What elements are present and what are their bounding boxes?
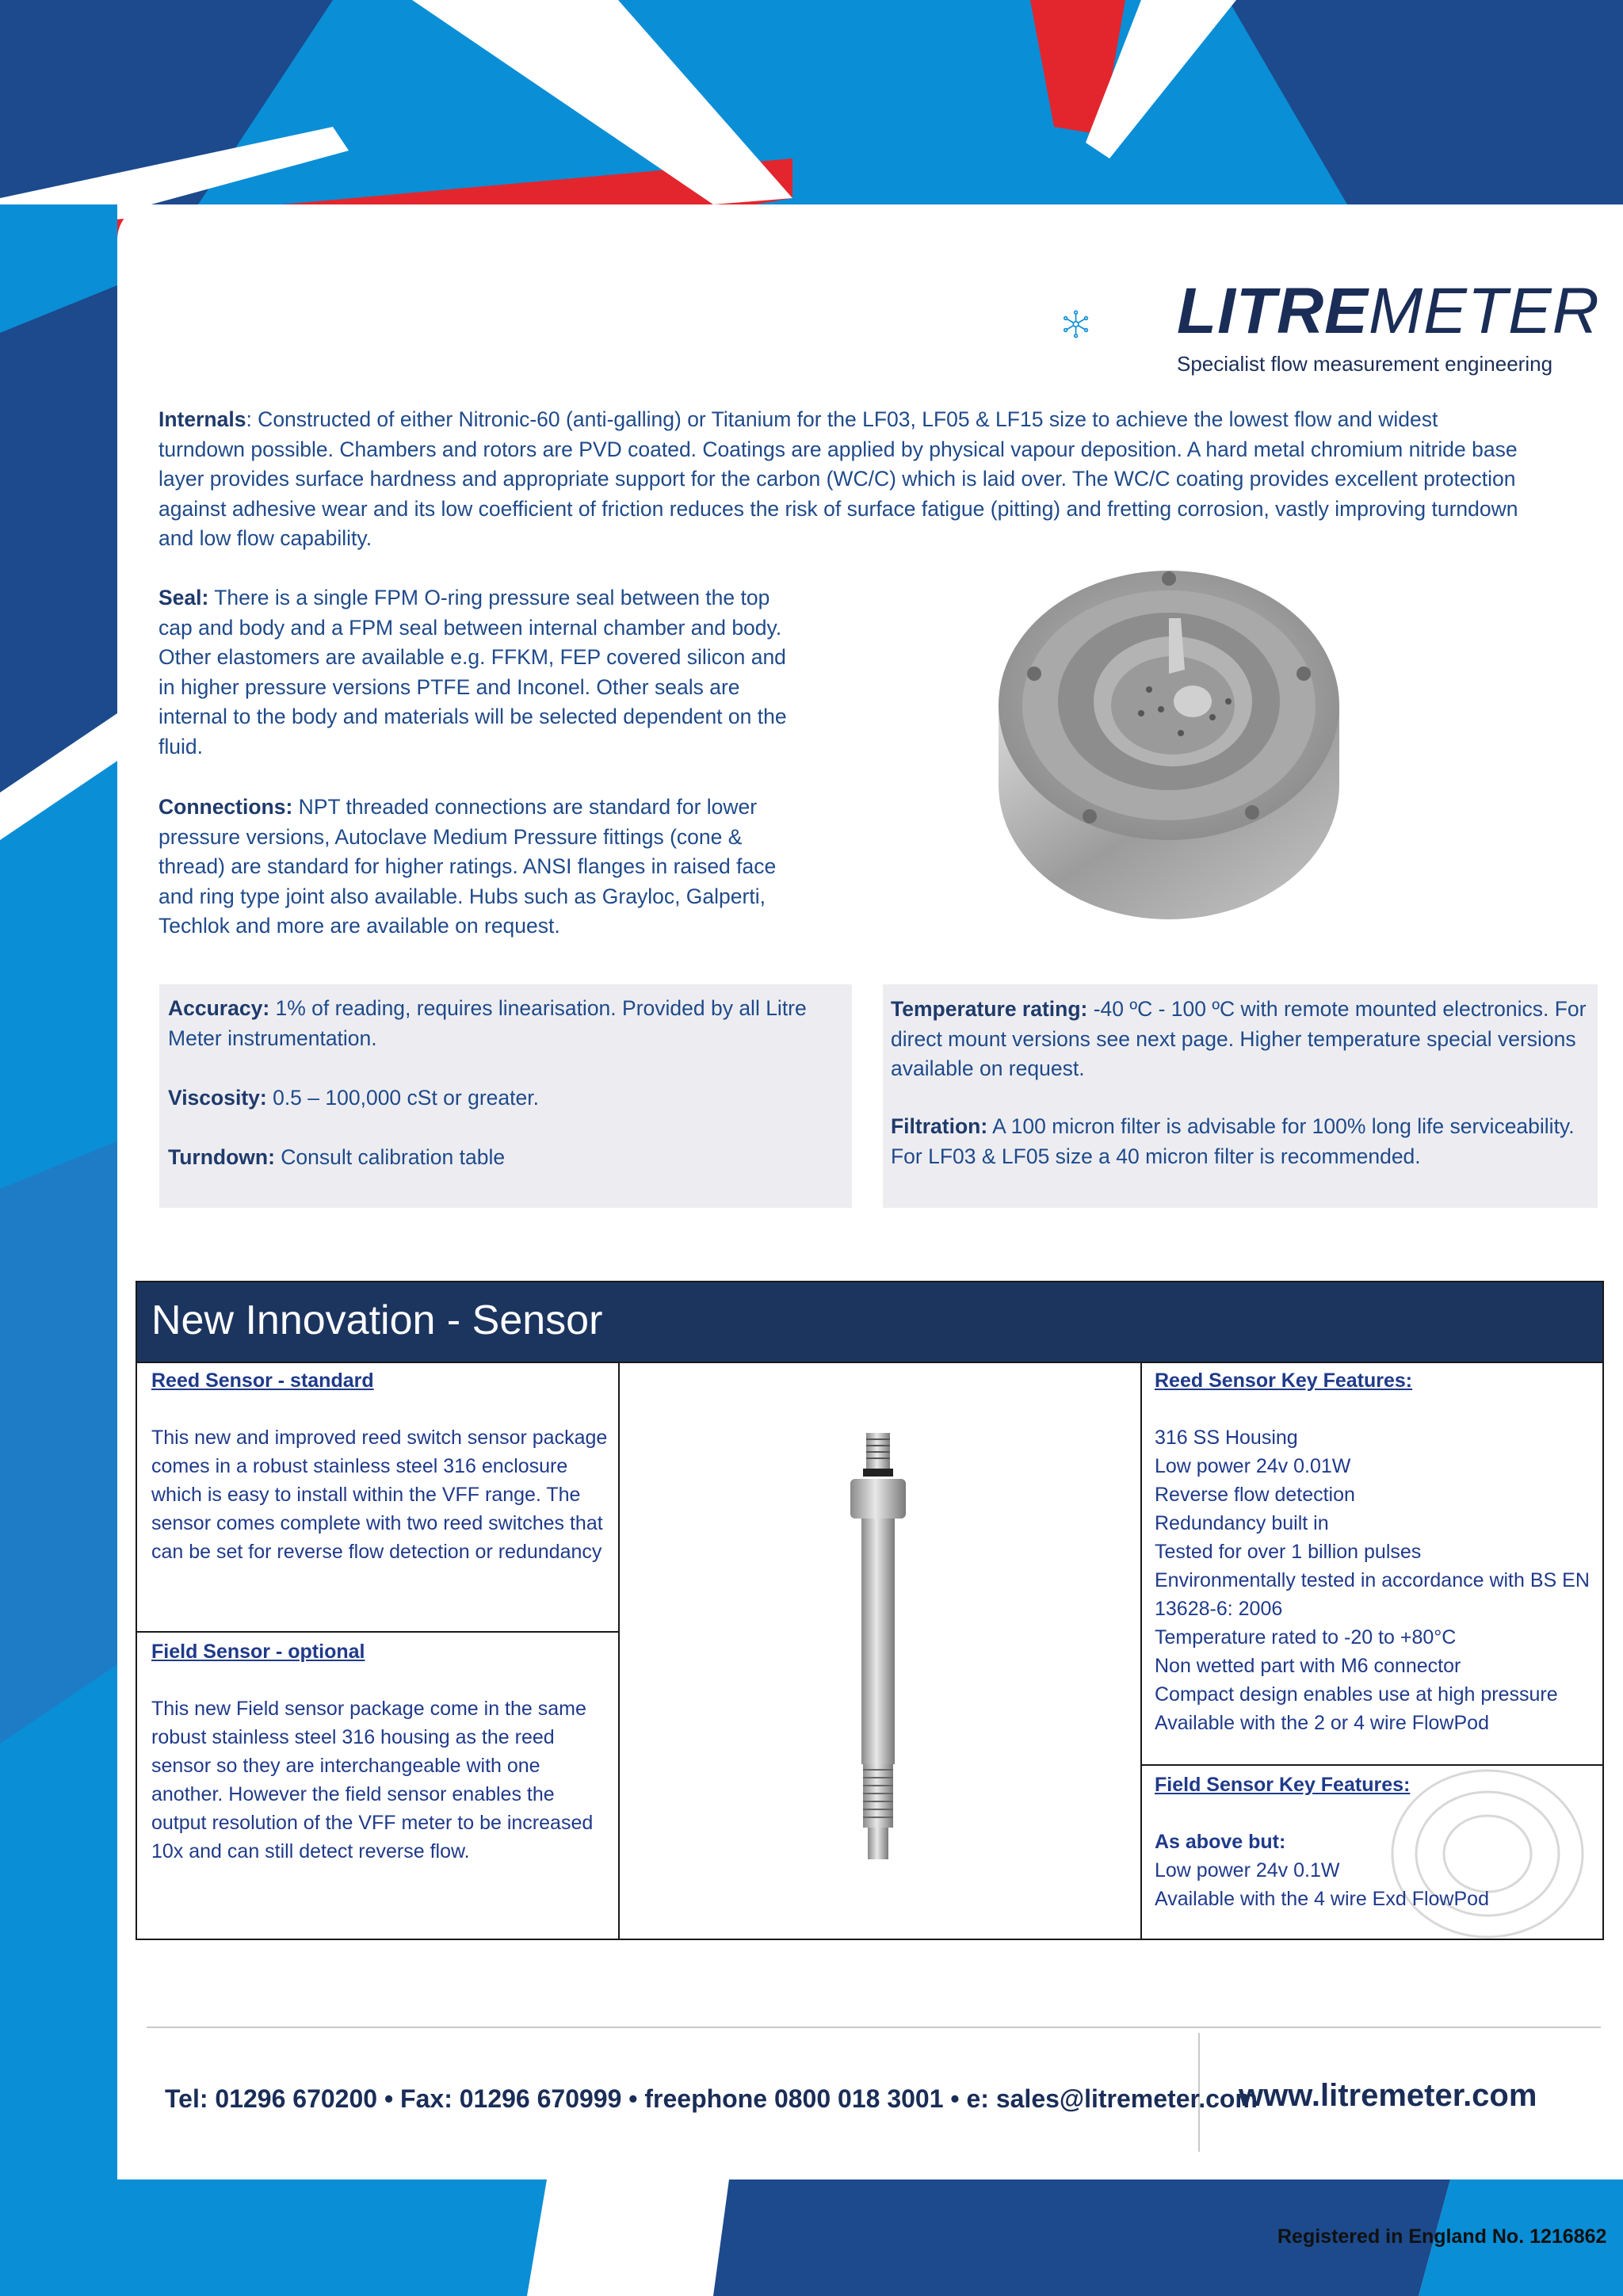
list-item: Low power 24v 0.1W [1155,1859,1340,1881]
list-item: Non wetted part with M6 connector [1155,1655,1461,1677]
divider [137,1631,618,1633]
brand-tagline: Specialist flow measurement engineering [1177,352,1553,376]
list-item: Available with the 2 or 4 wire FlowPod [1155,1712,1489,1734]
reed-sensor-heading: Reed Sensor - standard [151,1370,374,1392]
field-sensor-cell [151,1637,611,1931]
field-features-cell [1155,1771,1598,1937]
reed-features-heading: Reed Sensor Key Features: [1155,1370,1413,1392]
molecule-snowflake-icon [1062,265,1181,384]
divider [618,1362,620,1940]
temperature-label: Temperature rating: [891,997,1088,1021]
field-sensor-text: This new Field sensor package come in the same robust stainless steel 316 housing as the reed sensor so they are interchangeable with one another. However the field sensor enables the output resolution of the VFF meter to be increased 10x and can still detect reverse flow. [151,1698,594,1862]
list-item: Low power 24v 0.01W [1155,1455,1351,1477]
filtration-label: Filtration: [891,1114,988,1138]
sensor-table [136,1281,1604,1940]
reed-sensor-cell [151,1366,611,1628]
temperature-text: -40 ºC - 100 ºC with remote mounted electronics. For direct mount versions see next page. Higher temperature special versions available on request. [891,997,1587,1080]
seal-paragraph [158,583,792,762]
footer-divider [147,2027,1601,2028]
viscosity-label: Viscosity: [168,1086,267,1110]
viscosity-text: 0.5 – 100,000 cSt or greater. [266,1086,539,1110]
list-item: Redundancy built in [1155,1512,1329,1534]
turndown-text: Consult calibration table [274,1145,506,1169]
temperature-spec [891,995,1588,1084]
turndown-spec [168,1143,850,1173]
reed-sensor-text: This new and improved reed switch sensor package comes in a robust stainless steel 316 enclosure which is easy to install within the VFF range. The sensor comes complete with two reed switches that can be set for reverse flow detection or redundancy [151,1427,608,1563]
divider [137,1362,1602,1363]
internals-text: : Constructed of either Nitronic-60 (anti-galling) or Titanium for the LF03, LF05 & LF15 size to achieve the lowest flow and widest turndown possible. Chambers and rotors are PVD coated. Coatings are applied by physical vapour deposition. A hard metal chromium nitride base layer provides surface hardness and appropriate support for the carbon (WC/C) which is laid over. The WC/C coating provides excellent protection against adhesive wear and its low coefficient of friction reduces the risk of surface fatigue (pitting) and fretting corrosion, vastly improving turndown and low flow capability. [158,407,1518,550]
reed-features-list [1155,1423,1598,1737]
accuracy-label: Accuracy: [168,996,270,1020]
sensor-probe-photo [834,1433,922,1861]
list-item: 316 SS Housing [1155,1427,1298,1449]
connections-label: Connections: [158,795,293,819]
field-features-heading: Field Sensor Key Features: [1155,1774,1411,1796]
connections-paragraph [158,793,785,942]
seal-text: There is a single FPM O-ring pressure seal between the top cap and body and a FPM seal between internal chamber and body. Other elastomers are available e.g. FFKM, FEP covered silicon and in higher pressure versions PTFE and Inconel. Other seals are internal to the body and materials will be selected dependent on the fluid. [158,586,787,758]
list-item: Available with the 4 wire Exd FlowPod [1155,1888,1489,1910]
accuracy-spec [168,994,850,1053]
footer-website-link[interactable]: www.litremeter.com [1239,2078,1537,2113]
list-item: Environmentally tested in accordance with BS EN 13628-6: 2006 [1155,1569,1590,1620]
field-features-lead: As above but: [1155,1831,1286,1853]
turndown-label: Turndown: [168,1145,275,1169]
filtration-spec [891,1112,1588,1171]
brand-logo-text: LITREMETER [1177,275,1600,347]
meter-watermark-icon [1384,1763,1591,1945]
registration-number: Registered in England No. 1216862 [1277,2225,1607,2248]
internals-label: Internals [158,407,246,431]
viscosity-spec [168,1083,850,1114]
list-item: Reverse flow detection [1155,1484,1355,1506]
accuracy-text: 1% of reading, requires linearisation. Provided by all Litre Meter instrumentation. [168,996,807,1050]
field-sensor-heading: Field Sensor - optional [151,1641,365,1663]
list-item: Temperature rated to -20 to +80°C [1155,1626,1457,1648]
divider [1140,1362,1142,1940]
internals-paragraph [158,405,1522,554]
reed-features-cell [1155,1366,1598,1763]
filtration-text: A 100 micron filter is advisable for 100% long life serviceability. For LF03 & LF05 size a 40 micron filter is recommended. [891,1114,1575,1168]
flow-meter-photo [991,547,1347,951]
sensor-section-title: New Innovation - Sensor [151,1297,603,1343]
footer-contact: Tel: 01296 670200 • Fax: 01296 670999 • freephone 0800 018 3001 • e: sales@litremeter.com [165,2084,1258,2113]
connections-text: NPT threaded connections are standard for lower pressure versions, Autoclave Medium Pressure fittings (cone & thread) are standard for higher ratings. ANSI flanges in raised face and ring type joint also available. Hubs such as Grayloc, Galperti, Techlok and more are available on request. [158,795,777,938]
list-item: Tested for over 1 billion pulses [1155,1541,1422,1563]
sensor-table-header [137,1282,1602,1362]
seal-label: Seal: [158,586,209,609]
list-item: Compact design enables use at high pressure [1155,1683,1558,1706]
